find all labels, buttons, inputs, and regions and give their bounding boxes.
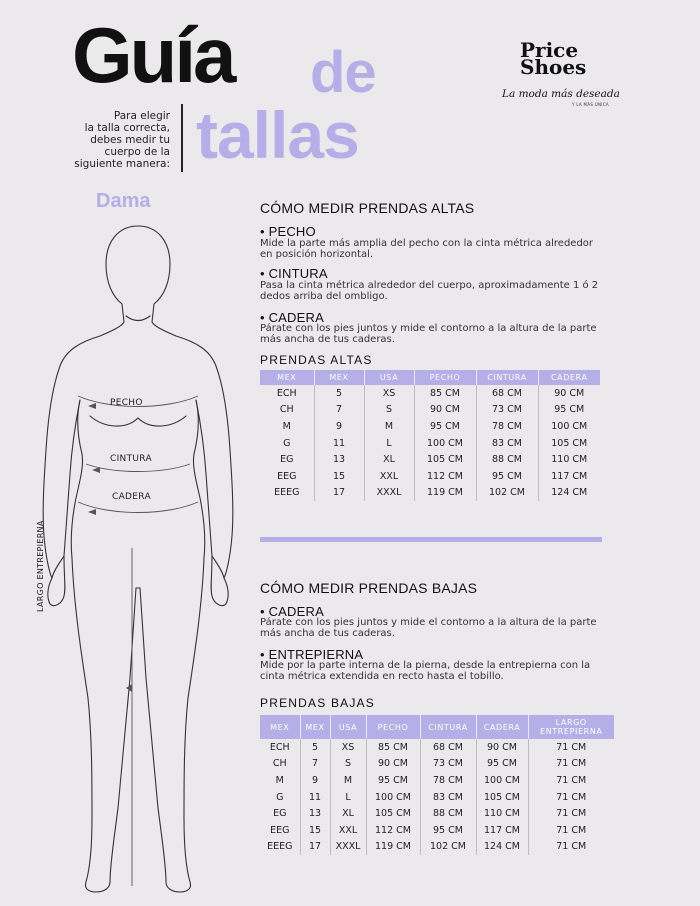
lower-measure-hip-heading: • CADERA — [260, 604, 324, 619]
body-figure — [30, 218, 260, 900]
upper-measure-chest-desc: Mide la parte más amplia del pecho con la cinta métrica alrededor en posición horizontal. — [260, 238, 594, 260]
table-cell: 17 — [314, 485, 364, 502]
table-cell: 9 — [314, 418, 364, 435]
table-cell: 13 — [300, 805, 330, 822]
table-cell: 119 CM — [414, 485, 476, 502]
table-cell: XL — [364, 451, 414, 468]
upper-table-title: PRENDAS ALTAS — [260, 353, 373, 367]
table-row — [260, 839, 614, 856]
table-cell: 71 CM — [556, 774, 587, 786]
upper-measure-waist-name: CINTURA — [268, 266, 328, 281]
lower-th-waist: CINTURA — [420, 715, 476, 739]
table-row — [260, 485, 600, 502]
lower-section-title: CÓMO MEDIR PRENDAS BAJAS — [260, 580, 478, 596]
lower-table-title: PRENDAS BAJAS — [260, 696, 375, 710]
table-cell: 68 CM — [420, 739, 476, 756]
table-cell: 100 CM — [366, 789, 420, 806]
table-cell: 15 — [314, 468, 364, 485]
table-cell: 5 — [300, 739, 330, 756]
lower-measure-inseam-desc: Mide por la parte interna de la pierna, desde la entrepierna con la cinta métrica extendida en recto hasta el tobillo. — [260, 660, 591, 682]
table-cell: 124 CM — [476, 839, 528, 856]
table-cell: 124 CM — [551, 487, 588, 499]
table-cell: EEEG — [260, 839, 300, 856]
table-cell: 105 CM — [551, 437, 588, 449]
upper-th-usa: USA — [364, 370, 414, 385]
table-cell: 78 CM — [420, 772, 476, 789]
table-row — [260, 805, 614, 822]
table-cell: 9 — [300, 772, 330, 789]
table-cell: G — [260, 789, 300, 806]
figure-label-chest: PECHO — [110, 398, 143, 408]
table-cell: XXL — [364, 468, 414, 485]
table-cell: 17 — [300, 839, 330, 856]
intro-line: cuerpo de la — [104, 146, 170, 158]
table-row — [260, 418, 600, 435]
upper-th-mex-letter: MEX — [260, 370, 314, 385]
table-cell: 95 CM — [476, 756, 528, 773]
table-cell: 95 CM — [366, 772, 420, 789]
table-row — [260, 385, 600, 402]
table-cell: 71 CM — [556, 841, 587, 853]
table-cell: 71 CM — [556, 791, 587, 803]
table-cell: 102 CM — [420, 839, 476, 856]
logo-tagline: La moda más deseada — [502, 88, 620, 100]
table-cell: M — [260, 418, 314, 435]
table-cell: 71 CM — [556, 741, 587, 753]
table-cell: 100 CM — [414, 435, 476, 452]
lower-th-chest: PECHO — [366, 715, 420, 739]
lower-size-table — [260, 715, 614, 855]
table-cell: EEG — [260, 468, 314, 485]
table-row — [260, 402, 600, 419]
lower-table-body — [260, 739, 614, 855]
table-row — [260, 822, 614, 839]
table-row — [260, 789, 614, 806]
upper-th-chest: PECHO — [414, 370, 476, 385]
table-cell: 85 CM — [414, 385, 476, 402]
table-cell: 117 CM — [476, 822, 528, 839]
intro-line: la talla correcta, — [84, 122, 170, 134]
table-cell: XS — [330, 739, 366, 756]
upper-measure-waist-desc: Pasa la cinta métrica alrededor del cuerpo, aproximadamente 1 ó 2 dedos arriba del ombligo. — [260, 280, 599, 302]
upper-size-table — [260, 370, 600, 501]
table-cell: 119 CM — [366, 839, 420, 856]
price-shoes-logo — [500, 38, 620, 120]
table-cell: 85 CM — [366, 739, 420, 756]
table-cell: 112 CM — [414, 468, 476, 485]
table-cell: G — [260, 435, 314, 452]
table-cell: 90 CM — [554, 387, 585, 399]
table-cell: EG — [260, 805, 300, 822]
table-cell: 90 CM — [414, 402, 476, 419]
table-cell: 68 CM — [476, 385, 538, 402]
logo-line-price: Price — [520, 38, 579, 62]
lower-measure-hip-name: CADERA — [268, 604, 324, 619]
lower-th-inseam: LARGO ENTREPIERNA — [528, 715, 614, 739]
table-cell: 95 CM — [554, 404, 585, 416]
table-cell: L — [330, 789, 366, 806]
upper-measure-hip-desc: Párate con los pies juntos y mide el contorno a la altura de la parte más ancha de tus caderas. — [260, 323, 597, 345]
intro-text — [58, 110, 170, 170]
table-cell: 105 CM — [476, 789, 528, 806]
table-cell: 11 — [314, 435, 364, 452]
upper-section-title: CÓMO MEDIR PRENDAS ALTAS — [260, 200, 475, 216]
table-cell: 95 CM — [420, 822, 476, 839]
table-cell: 110 CM — [551, 454, 588, 466]
upper-measure-chest-heading: • PECHO — [260, 224, 316, 239]
table-cell: 102 CM — [476, 485, 538, 502]
table-cell: CH — [260, 756, 300, 773]
table-cell: EEG — [260, 822, 300, 839]
lower-th-mex-letter: MEX — [260, 715, 300, 739]
table-cell: 105 CM — [414, 451, 476, 468]
table-cell: 88 CM — [476, 451, 538, 468]
table-cell: 73 CM — [420, 756, 476, 773]
table-cell: 83 CM — [420, 789, 476, 806]
table-cell: 15 — [300, 822, 330, 839]
table-row — [260, 756, 614, 773]
upper-th-waist: CINTURA — [476, 370, 538, 385]
table-cell: 95 CM — [476, 468, 538, 485]
body-outline-illustration — [30, 218, 260, 900]
title-de: de — [310, 40, 376, 105]
intro-line: siguiente manera: — [74, 158, 170, 170]
logo-line-shoes: Shoes — [520, 55, 587, 79]
table-cell: XXXL — [364, 485, 414, 502]
upper-measure-waist-heading: • CINTURA — [260, 266, 328, 281]
table-cell: 105 CM — [366, 805, 420, 822]
table-cell: EEEG — [260, 485, 314, 502]
table-cell: M — [364, 418, 414, 435]
upper-th-hip: CADERA — [538, 370, 600, 385]
table-cell: 7 — [300, 756, 330, 773]
lower-measure-inseam-name: ENTREPIERNA — [268, 647, 364, 662]
table-cell: 110 CM — [476, 805, 528, 822]
table-cell: XXL — [330, 822, 366, 839]
table-cell: ECH — [260, 385, 314, 402]
figure-label-inseam: LARGO ENTREPIERNA — [36, 520, 45, 612]
table-cell: 71 CM — [556, 758, 587, 770]
title-guia: Guía — [72, 11, 234, 99]
table-cell: EG — [260, 451, 314, 468]
lower-measure-hip-desc: Párate con los pies juntos y mide el contorno a la altura de la parte más ancha de tus caderas. — [260, 617, 597, 639]
figure-label-waist: CINTURA — [110, 454, 152, 464]
table-cell: 13 — [314, 451, 364, 468]
intro-line: Para elegir — [113, 110, 170, 122]
section-divider-bar — [260, 537, 602, 542]
table-row — [260, 468, 600, 485]
section-label-dama: Dama — [96, 190, 151, 212]
table-cell: S — [364, 402, 414, 419]
lower-th-hip: CADERA — [476, 715, 528, 739]
upper-table-body — [260, 385, 600, 501]
lower-th-mex-number: MEX — [300, 715, 330, 739]
logo-subtag: Y LA MÁS ÚNICA — [572, 102, 609, 107]
table-cell: 100 CM — [551, 420, 588, 432]
upper-th-mex-number: MEX — [314, 370, 364, 385]
table-cell: 5 — [314, 385, 364, 402]
table-row — [260, 435, 600, 452]
table-cell: 95 CM — [414, 418, 476, 435]
upper-table-header — [260, 370, 600, 385]
table-cell: 100 CM — [476, 772, 528, 789]
table-cell: S — [330, 756, 366, 773]
table-cell: 71 CM — [556, 824, 587, 836]
table-cell: XXXL — [330, 839, 366, 856]
intro-line: debes medir tu — [90, 134, 170, 146]
table-cell: CH — [260, 402, 314, 419]
table-cell: 90 CM — [366, 756, 420, 773]
table-cell: 7 — [314, 402, 364, 419]
upper-measure-chest-name: PECHO — [268, 224, 316, 239]
lower-table-header — [260, 715, 614, 739]
table-cell: L — [364, 435, 414, 452]
table-cell: 71 CM — [556, 808, 587, 820]
upper-measure-hip-heading: • CADERA — [260, 310, 324, 325]
table-cell: 11 — [300, 789, 330, 806]
upper-measure-hip-name: CADERA — [268, 310, 324, 325]
table-cell: 88 CM — [420, 805, 476, 822]
table-cell: XS — [364, 385, 414, 402]
table-row — [260, 451, 600, 468]
figure-label-hip: CADERA — [112, 492, 151, 502]
table-cell: 117 CM — [551, 470, 588, 482]
table-cell: M — [330, 772, 366, 789]
lower-measure-inseam-heading: • ENTREPIERNA — [260, 647, 364, 662]
title-tallas: tallas — [196, 98, 359, 172]
table-cell: 90 CM — [476, 739, 528, 756]
table-cell: M — [260, 772, 300, 789]
table-row — [260, 739, 614, 756]
table-cell: 73 CM — [476, 402, 538, 419]
header-divider — [181, 104, 183, 172]
table-cell: XL — [330, 805, 366, 822]
table-cell: 83 CM — [476, 435, 538, 452]
table-cell: ECH — [260, 739, 300, 756]
table-row — [260, 772, 614, 789]
lower-th-usa: USA — [330, 715, 366, 739]
table-cell: 78 CM — [476, 418, 538, 435]
table-cell: 112 CM — [366, 822, 420, 839]
